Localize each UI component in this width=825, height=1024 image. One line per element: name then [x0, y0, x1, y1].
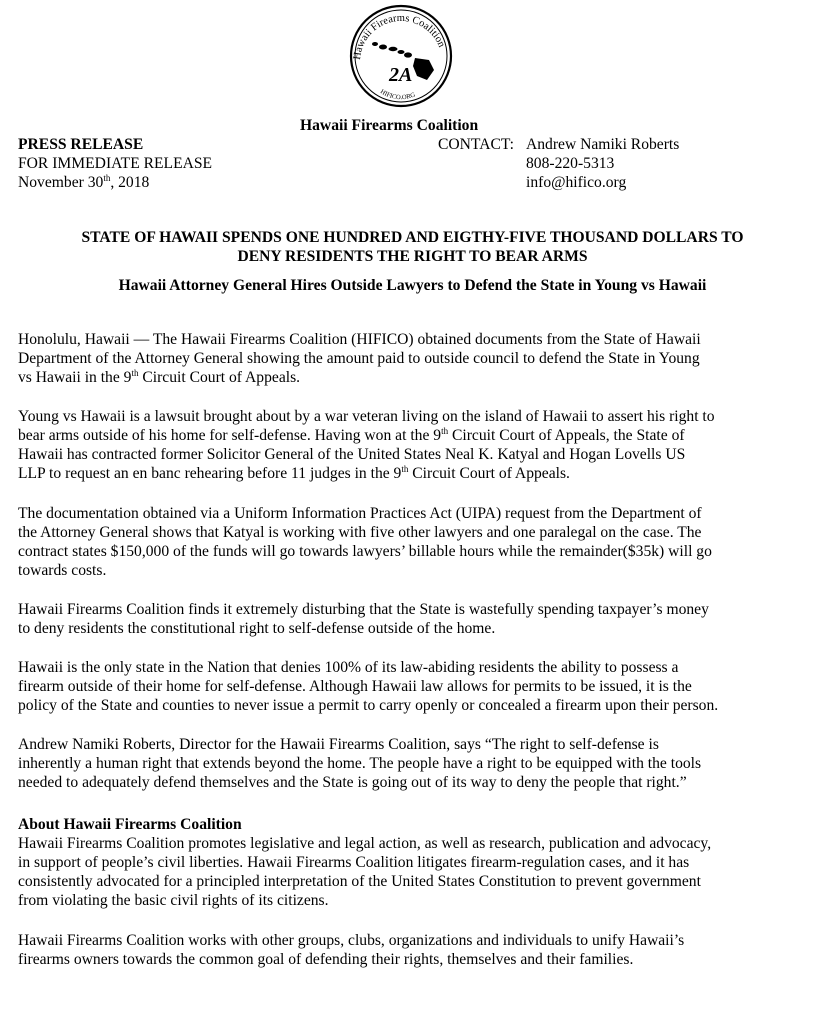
- headline-line-1: STATE OF HAWAII SPENDS ONE HUNDRED AND EIGTHY-FIVE THOUSAND DOLLARS TO: [81, 229, 744, 246]
- paragraph-closing: Hawaii Firearms Coalition works with other groups, clubs, organizations and individuals to unify Hawaii’s firearms owners towards the common goal of defending their rights, themselves and their families.: [18, 932, 685, 968]
- subheadline: Hawaii Attorney General Hires Outside Lawyers to Defend the State in Young vs Hawaii: [118, 277, 707, 294]
- logo-2a-mark: 2A: [389, 64, 413, 86]
- headline-line-2: DENY RESIDENTS THE RIGHT TO BEAR ARMS: [237, 248, 588, 265]
- paragraph-4: Hawaii Firearms Coalition finds it extremely disturbing that the State is wastefully spending taxpayer’s money to deny residents the constitutional right to self-defense outside of the home.: [18, 601, 709, 637]
- paragraph-6: Andrew Namiki Roberts, Director for the Hawaii Firearms Coalition, says “The right to self-defense is inherently a human right that extends beyond the home. The people have a right to be equipped with the tools needed to adequately defend themselves and the State is going out of its way to deny the people that right.”: [18, 736, 702, 791]
- paragraph-1: Honolulu, Hawaii — The Hawaii Firearms Coalition (HIFICO) obtained documents from the State of Hawaii Department of the Attorney General showing the amount paid to outside council to defend the State in Young vs Hawaii in the 9th Circuit Court of Appeals.: [18, 331, 701, 386]
- release-date: November 30th, 2018: [18, 173, 150, 191]
- contact-email[interactable]: info@hifico.org: [526, 174, 627, 191]
- hifico-logo: [337, 4, 465, 110]
- contact-phone: 808-220-5313: [526, 155, 615, 172]
- contact-label: CONTACT:: [438, 136, 514, 153]
- paragraph-5: Hawaii is the only state in the Nation that denies 100% of its law-abiding residents the ability to possess a firearm outside of their home for self-defense. Although Hawaii law allows for permits to be issued, it is the policy of the State and counties to never issue a permit to carry openly or concealed a firearm upon their person.: [18, 659, 719, 714]
- paragraph-about: Hawaii Firearms Coalition promotes legislative and legal action, as well as research, publication and advocacy, in support of people’s civil liberties. Hawaii Firearms Coalition litigates firearm-regulation cases, and it has consistently advocated for a principled interpretation of the United States Constitution to prevent government from violating the basic civil rights of its citizens.: [18, 835, 712, 909]
- logo-bottom-text: HIFICO.ORG: [378, 88, 417, 102]
- press-release-label: PRESS RELEASE: [18, 136, 144, 153]
- org-name: Hawaii Firearms Coalition: [300, 117, 479, 134]
- contact-name: Andrew Namiki Roberts: [526, 136, 680, 153]
- paragraph-3: The documentation obtained via a Uniform Information Practices Act (UIPA) request from the Department of the Attorney General shows that Katyal is working with five other lawyers and one paralegal on the case. The contract states $150,000 of the funds will go towards lawyers’ billable hours while the remainder($35k) will go towards costs.: [18, 505, 712, 579]
- paragraph-2: Young vs Hawaii is a lawsuit brought about by a war veteran living on the island of Hawaii to assert his right to bear arms outside of his home for self-defense. Having won at the 9th Circuit Court of Appeals, the State of Hawaii has contracted former Solicitor General of the United States Neal K. Katyal and Hogan Lovells US LLP to request an en banc rehearing before 11 judges in the 9th Circuit Court of Appeals.: [18, 408, 715, 482]
- about-heading: About Hawaii Firearms Coalition: [18, 816, 242, 833]
- logo-ring-text: Hawaii Firearms Coalition: [351, 12, 447, 61]
- immediate-release-label: FOR IMMEDIATE RELEASE: [18, 155, 213, 172]
